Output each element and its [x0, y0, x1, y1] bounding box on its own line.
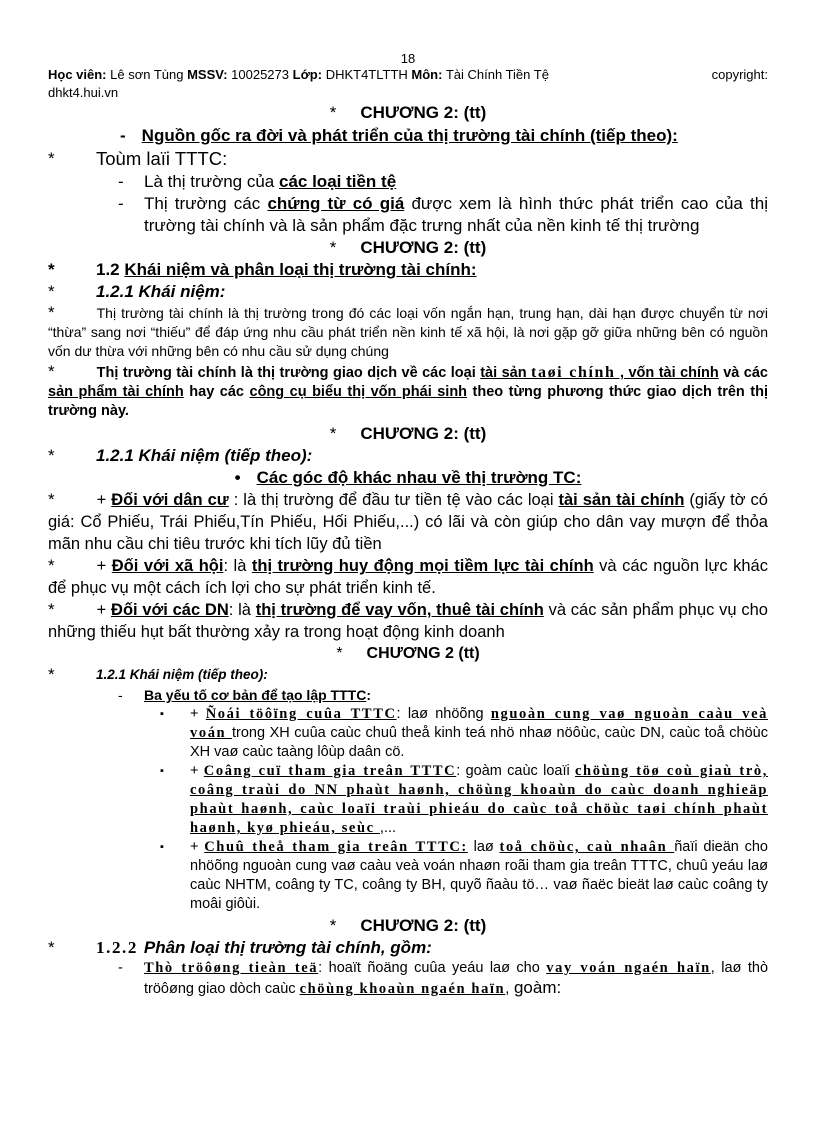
page-number: 18 — [400, 51, 416, 66]
plus-mark: + — [190, 706, 206, 722]
square-bullet: ▪ — [160, 765, 164, 777]
chapter-heading — [48, 915, 768, 937]
star-bullet: * — [48, 362, 55, 381]
heading-concept-cont-small — [48, 665, 768, 685]
classification-text: , — [505, 981, 510, 997]
plus-mark: + — [96, 601, 112, 619]
paragraph-text: theo từng phương thức giao dịch trên thị trường này. — [48, 384, 768, 419]
classification-emphasis: chöùng khoaùn ngaén haïn — [299, 981, 506, 997]
perspective-text: : là thị trường để đầu tư tiền tệ vào các loại — [228, 491, 559, 509]
paragraph-emphasis: tài sản — [480, 365, 532, 381]
perspective-text: : là — [228, 601, 256, 619]
heading-1-2-1 — [48, 281, 768, 303]
copyright-label: copyright: — [711, 67, 768, 82]
dash-bullet: - — [118, 960, 123, 976]
chapter-heading — [48, 102, 768, 124]
dash-bullet: - — [118, 194, 124, 213]
paragraph-text: Thị trường tài chính là thị trường giao dịch về các loại — [96, 365, 481, 381]
square-bullet: ▪ — [160, 708, 164, 720]
section-title — [48, 125, 768, 147]
summary-line — [48, 147, 768, 171]
factor-emphasis: chöùng töø coù giaù trò, coâng traùi do NN phaùt haønh, chöùng khoaùn do caùc doanh nghieäp phaùt haønh, caùc loaïi traùi phieáu do caùc toå chöùc taøi chính phaùt haønh, kyø phieáu, seùc — [190, 763, 768, 836]
paragraph-text: Thị trường tài chính là thị trường trong đó các loại vốn ngắn hạn, trung hạn, dài hạn được chuyển từ nơi “thừa” sang nơi “thiếu” để đáp ứng nhu cầu phát triển nền kinh tế xã hội, là nơi gặp gỡ giữa những bên có nguồn vốn dư thừa với những bên có nhu cầu sử dụng chúng — [48, 305, 768, 359]
plus-mark: + — [190, 839, 205, 855]
perspective-text: (giấy tờ có giá: Cổ Phiếu, Trái Phiếu,Tín Phiếu, Hối Phiếu,...) có lãi và còn giúp cho dân vay mượn để thỏa mãn nhu cầu chi tiêu trước khi tích lũy đủ tiền — [48, 491, 768, 553]
class-value: DHKT4TLTTH — [322, 67, 412, 82]
class-label: Lớp: — [292, 67, 323, 82]
factor-emphasis: nguoàn cung vaø nguoàn caàu veà voán — [190, 706, 768, 741]
factor-text: ñaïi dieän cho nhöõng nguoàn cung vaø caàu veà voán nhaøn roãi tham gia treân TTTC, chuû yeáu laø caùc NHTM, coâng ty TC, coâng ty BH, quyõ ñaàu tö… vaø ñaëc bieät laø caùc coâng ty moâi giôùi. — [190, 839, 768, 912]
three-factors-heading — [48, 685, 768, 705]
paragraph-emphasis: , vốn tài chính — [615, 365, 719, 381]
perspective-emphasis: thị trường để vay vốn, thuê tài chính — [255, 601, 544, 619]
star-bullet: * — [329, 424, 337, 443]
item-emphasis: chứng từ có giá — [267, 194, 405, 213]
heading-concept-cont — [48, 445, 768, 467]
perspective-text: : là — [223, 557, 252, 575]
factor-text: laø — [467, 839, 500, 855]
list-item — [48, 171, 768, 193]
factor-text: : laø nhöõng — [396, 706, 491, 722]
chapter-heading — [48, 643, 768, 665]
factor-label: Ñoái töôïng cuûa TTTC — [205, 706, 397, 722]
heading-number: 1.2.2 — [96, 938, 144, 957]
perspective-label: Đối với các DN — [111, 601, 229, 619]
student-name: Lê sơn Tùng — [106, 67, 188, 82]
perspective-residents — [48, 489, 768, 555]
summary-text: Toùm laïi TTTC: — [96, 148, 228, 169]
item-text: Là thị trường của — [144, 172, 279, 191]
star-bullet: * — [48, 556, 55, 575]
factor-item — [48, 705, 768, 762]
square-bullet: ▪ — [160, 841, 164, 853]
perspective-society — [48, 555, 768, 599]
star-bullet: * — [48, 938, 55, 957]
perspective-text: và các sản phẩm phục vụ cho những thiếu hụt bất thường xảy ra trong hoạt động kinh doanh — [48, 601, 768, 641]
heading-1-2-2 — [48, 937, 768, 959]
three-factors-text: Ba yếu tố cơ bản để tạo lập TTTC — [144, 687, 367, 703]
star-bullet: * — [48, 149, 55, 168]
factor-text: ,... — [379, 820, 397, 836]
document-page — [48, 52, 768, 999]
definition-paragraph — [48, 303, 768, 361]
round-bullet: • — [234, 468, 241, 487]
item-text: Thị trường các — [144, 194, 268, 213]
list-item — [48, 193, 768, 237]
star-bullet: * — [48, 446, 55, 465]
dash-bullet: - — [118, 687, 123, 703]
heading-text: 1.2.1 Khái niệm: — [96, 282, 226, 301]
paragraph-text: hay các — [183, 384, 250, 400]
factor-text: : goàm caùc loaïi — [456, 763, 576, 779]
dash-bullet: - — [118, 172, 124, 191]
classification-label: Thò tröôøng tieàn teä — [144, 960, 319, 976]
plus-mark: + — [96, 557, 112, 575]
student-label: Học viên: — [48, 67, 107, 82]
subject-label: Môn: — [411, 67, 443, 82]
perspective-emphasis: thị trường huy động mọi tiềm lực tài chính — [251, 557, 594, 575]
factor-label: Chuû theå tham gia treân TTTC: — [204, 839, 468, 855]
plus-mark: + — [96, 491, 112, 509]
star-bullet: * — [336, 645, 343, 662]
perspective-text: và các nguồn lực khác để phục vụ một cách ích lợi cho sự phát triển kinh tế. — [48, 557, 768, 597]
heading-text: 1.2.1 Khái niệm (tiếp theo): — [96, 667, 268, 682]
chapter-heading — [48, 237, 768, 259]
perspectives-text: Các góc độ khác nhau về thị trường TC: — [256, 468, 582, 487]
star-bullet: * — [48, 303, 55, 322]
star-bullet: * — [48, 260, 55, 279]
paragraph-emphasis: taøi chính — [531, 364, 616, 381]
star-bullet: * — [48, 665, 55, 684]
star-bullet: * — [48, 490, 55, 509]
origin-title: Nguồn gốc ra đời và phát triển của thị trường tài chính (tiếp theo): — [141, 126, 678, 145]
factor-item — [48, 762, 768, 838]
heading-text: Khái niệm và phân loại thị trường tài chính: — [124, 260, 477, 279]
heading-1-2 — [48, 259, 768, 281]
heading-text: 1.2.1 Khái niệm (tiếp theo): — [96, 446, 313, 465]
classification-item — [48, 959, 768, 999]
colon: : — [366, 687, 371, 703]
chapter-title: CHƯƠNG 2: (tt) — [360, 916, 487, 935]
star-bullet: * — [329, 103, 337, 122]
chapter-title: CHƯƠNG 2: (tt) — [360, 238, 487, 257]
paragraph-emphasis: công cụ biểu thị vốn phái sinh — [249, 384, 468, 400]
classification-text: , laø thò tröôøng giao dòch caùc — [144, 960, 769, 997]
classification-text: : hoaït ñoäng cuûa yeáu laø cho — [318, 960, 547, 976]
chapter-title: CHƯƠNG 2: (tt) — [360, 103, 487, 122]
page-header — [48, 66, 768, 102]
perspective-label: Đối với dân cư — [111, 491, 229, 509]
heading-text: Phân loại thị trường tài chính, gồm: — [143, 938, 432, 957]
chapter-title: CHƯƠNG 2 (tt) — [366, 645, 480, 662]
item-emphasis: các loại tiền tệ — [279, 172, 397, 191]
perspective-enterprises — [48, 599, 768, 643]
paragraph-text: và các — [718, 365, 768, 381]
factor-item — [48, 838, 768, 914]
factor-emphasis: toå chöùc, caù nhaân — [499, 839, 675, 855]
classification-text: goàm: — [509, 978, 562, 997]
star-bullet: * — [329, 916, 337, 935]
paragraph-emphasis: sản phẩm tài chính — [48, 384, 184, 400]
dash-bullet: - — [120, 126, 126, 145]
chapter-heading — [48, 423, 768, 445]
perspective-emphasis: tài sản tài chính — [558, 491, 685, 509]
item-text: được xem là hình thức phát triển cao của thị trường tài chính và là sản phẩm đặc trưng nhất của nền kinh tế thị trường — [144, 194, 768, 235]
factor-label: Coâng cuï tham gia treân TTTC — [203, 763, 457, 779]
mssv-value: 10025273 — [227, 67, 293, 82]
star-bullet: * — [48, 600, 55, 619]
factor-text: trong XH cuûa caùc chuû theå kinh teá nhö nhaø nöôùc, caùc DN, caùc toå chöùc XH vaø caùc taàng lôùp daân cö. — [190, 725, 768, 760]
perspectives-heading — [48, 467, 768, 489]
site-link[interactable]: dhkt4.hui.vn — [48, 85, 119, 100]
perspective-label: Đối với xã hội — [111, 557, 224, 575]
star-bullet: * — [48, 282, 55, 301]
mssv-label: MSSV: — [187, 67, 228, 82]
chapter-title: CHƯƠNG 2: (tt) — [360, 424, 487, 443]
classification-emphasis: vay voán ngaén haïn — [546, 960, 711, 976]
heading-number: 1.2 — [96, 260, 125, 279]
definition-paragraph-bold — [48, 362, 768, 421]
plus-mark: + — [190, 763, 204, 779]
star-bullet: * — [329, 238, 337, 257]
subject-value: Tài Chính Tiền Tệ — [442, 67, 549, 82]
